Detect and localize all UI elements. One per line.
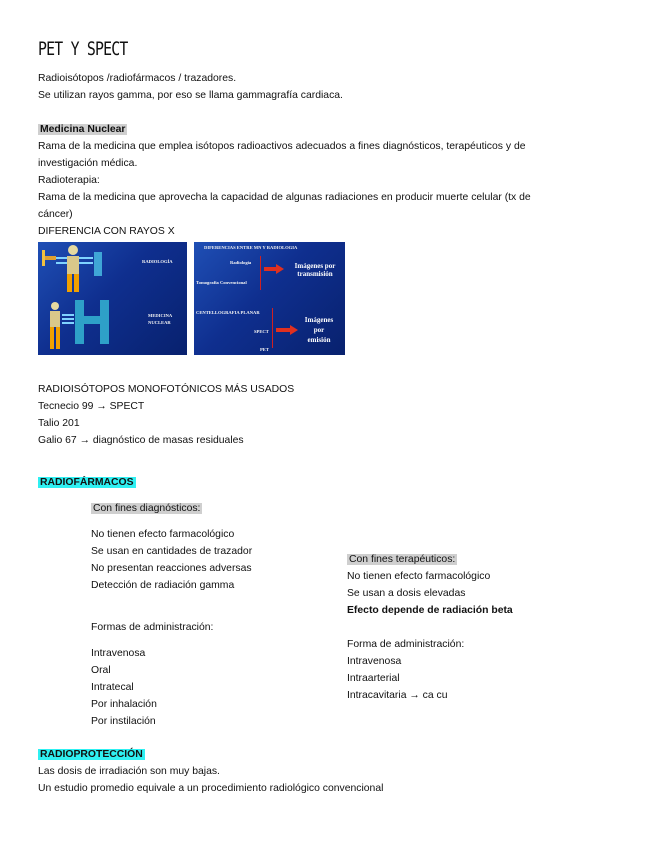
diagram-radiologia: Radiologia <box>230 260 252 265</box>
section-heading-medicina-nuclear: Medicina Nuclear <box>40 124 126 135</box>
list-item: Intratecal <box>91 682 134 693</box>
arrow-right-icon <box>276 325 298 335</box>
list-item: Intravenosa <box>347 656 402 667</box>
section-heading-radioproteccion: RADIOPROTECCIÓN <box>40 749 143 760</box>
diagram-pet: PET <box>260 347 269 352</box>
label-nuclear: NUCLEAR <box>148 320 171 325</box>
page-title: PET Y SPECT <box>38 38 128 60</box>
divider <box>260 256 261 290</box>
paragraph-line: Radioterapia: <box>38 175 100 186</box>
diagram-emision-1: Imágenes <box>304 316 334 324</box>
list-item: Intravenosa <box>91 648 146 659</box>
diagram-emision-3: emisión <box>307 336 331 344</box>
paragraph-line: Las dosis de irradiación son muy bajas. <box>38 766 220 777</box>
arrow-right-icon <box>264 264 284 274</box>
list-item: Intracavitaria → ca cu <box>347 690 448 701</box>
diagram-transmision-1: Imágenes por <box>294 262 336 270</box>
list-item: Se usan en cantidades de trazador <box>91 546 253 557</box>
label-medicina: MEDICINA <box>148 313 173 318</box>
paragraph-line: Rama de la medicina que emplea isótopos radioactivos adecuados a fines diagnósticos, terapéuticos y de <box>38 141 526 152</box>
paragraph-line: Un estudio promedio equivale a un procedimiento radiológico convencional <box>38 783 384 794</box>
paragraph-line: cáncer) <box>38 209 73 220</box>
list-item: Se usan a dosis elevadas <box>347 588 466 599</box>
paragraph-line: Rama de la medicina que aprovecha la capacidad de algunas radiaciones en producir muerte celular (tx de <box>38 192 531 203</box>
section-heading-isotopos: RADIOISÓTOPOS MONOFOTÓNICOS MÁS USADOS <box>38 384 295 395</box>
list-item: No presentan reacciones adversas <box>91 563 252 574</box>
subheading-diagnosticos: Con fines diagnósticos: <box>93 503 201 514</box>
list-item: No tienen efecto farmacológico <box>347 571 491 582</box>
intro-line: Se utilizan rayos gamma, por eso se llama gammagrafía cardiaca. <box>38 90 343 101</box>
diagram-centellografia: CENTELLOGRAFIA PLANAR <box>196 310 260 315</box>
subheading-admin-terapeuticos: Forma de administración: <box>347 639 465 650</box>
diagram-transmision-2: transmisión <box>297 270 333 278</box>
intro-line: Radioisótopos /radiofármacos / trazadores. <box>38 73 237 84</box>
isotope-item: Galio 67 → diagnóstico de masas residuales <box>38 435 244 446</box>
label-radiologia: RADIOLOGÍA <box>142 259 173 264</box>
list-item: Por inhalación <box>91 699 157 710</box>
list-item: Intraarterial <box>347 673 400 684</box>
list-item: Efecto depende de radiación beta <box>347 605 513 616</box>
list-item: Detección de radiación gamma <box>91 580 235 591</box>
list-item: Por instilación <box>91 716 156 727</box>
diagram-tomografia: Tomografia Convencional <box>196 280 247 285</box>
diagram-emision-2: por <box>313 326 325 334</box>
paragraph-line: DIFERENCIA CON RAYOS X <box>38 226 175 237</box>
isotope-item: Talio 201 <box>38 418 80 429</box>
diagram-spect: SPECT <box>254 329 269 334</box>
subheading-terapeuticos: Con fines terapéuticos: <box>349 554 456 565</box>
paragraph-line: investigación médica. <box>38 158 138 169</box>
divider <box>272 308 273 348</box>
section-heading-radiofarmacos: RADIOFÁRMACOS <box>40 477 134 488</box>
list-item: Oral <box>91 665 111 676</box>
diagram-heading: DIFERENCIAS ENTRE MN Y RADIOLOGIA <box>204 245 298 250</box>
isotope-item: Tecnecio 99 → SPECT <box>38 401 145 412</box>
differences-diagram-image <box>194 242 345 355</box>
subheading-admin-diagnosticos: Formas de administración: <box>91 622 214 633</box>
list-item: No tienen efecto farmacológico <box>91 529 235 540</box>
radiology-vs-nuclear-image <box>38 242 187 355</box>
